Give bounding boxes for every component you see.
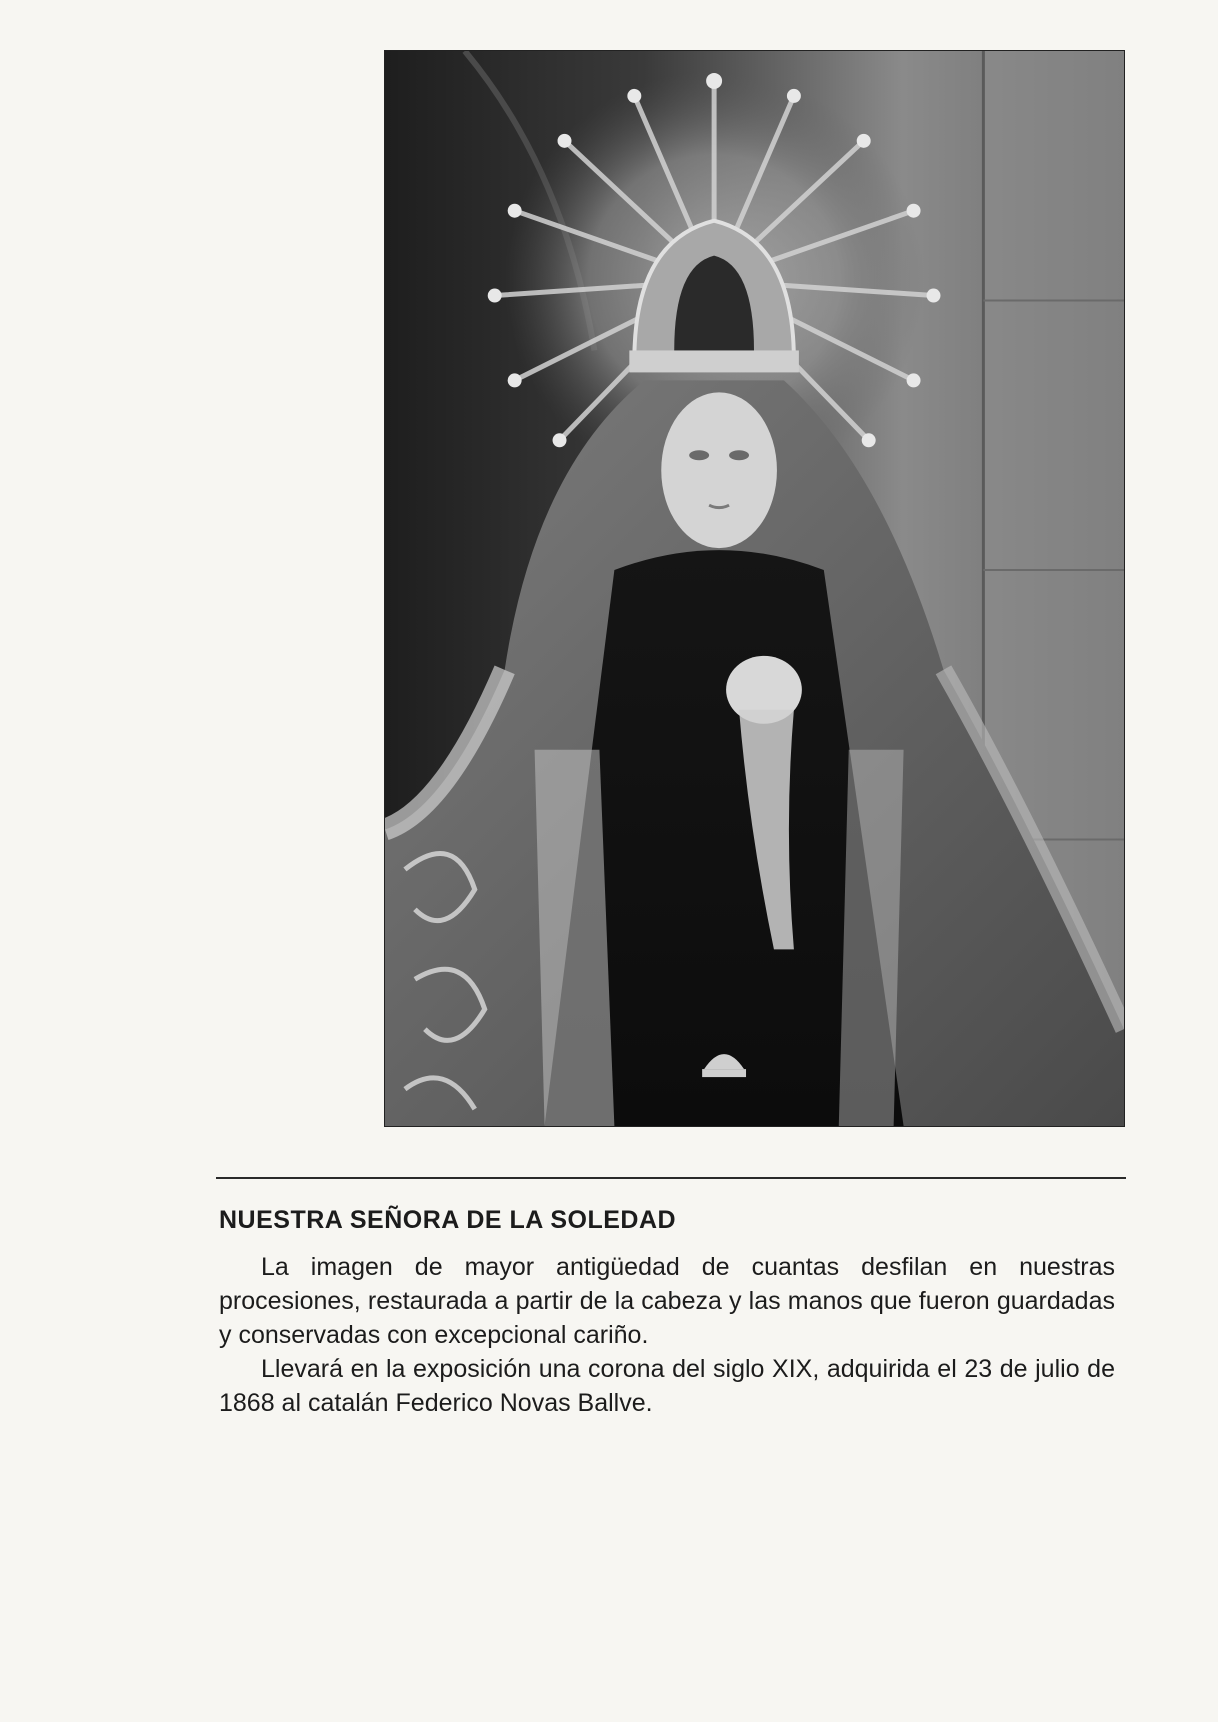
caption-paragraph: La imagen de mayor antigüedad de cuantas desfilan en nuestras procesiones, restaurada a partir de la cabeza y las manos que fueron guardadas y conservadas con excepcional cariño.: [219, 1253, 1115, 1349]
caption-title: NUESTRA SEÑORA DE LA SOLEDAD: [219, 1206, 677, 1234]
photograph-illustration: [385, 51, 1124, 1126]
caption-body: [219, 1250, 1115, 1420]
caption-paragraph: Llevará en la exposición una corona del siglo XIX, adquirida el 23 de julio de 1868 al catalán Federico Novas Ballve.: [219, 1355, 1115, 1417]
divider-line: [216, 1177, 1126, 1179]
virgin-soledad-photograph: [384, 50, 1125, 1127]
